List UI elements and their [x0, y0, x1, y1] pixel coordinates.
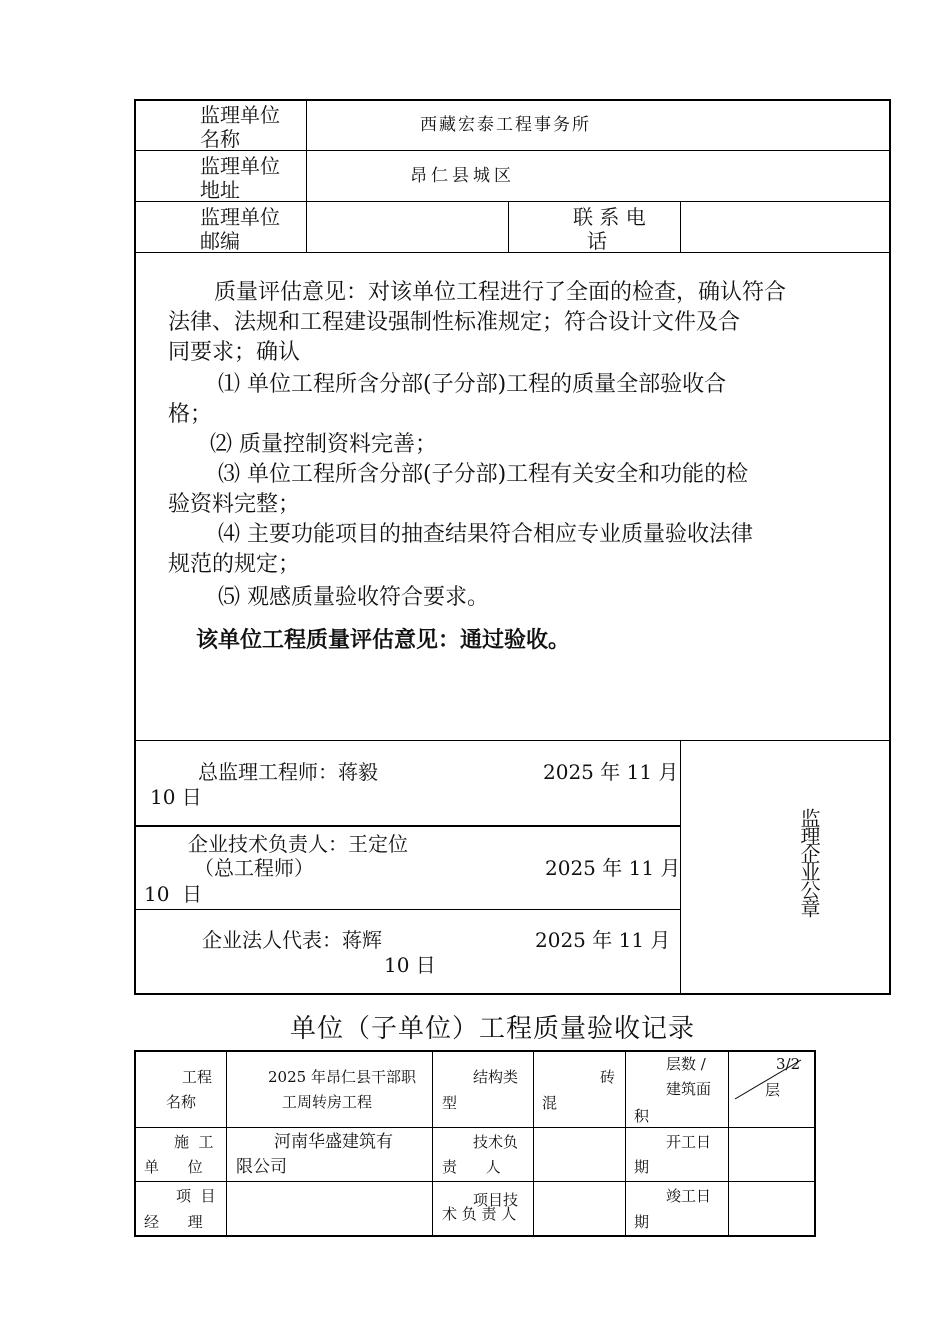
floors-unit: 层: [765, 1081, 781, 1099]
contractor-value-line1: 河南华盛建筑有: [274, 1132, 393, 1152]
table-border-left: [134, 99, 136, 995]
assessment-line: 法律、法规和工程建设强制性标准规定；符合设计文件及合: [168, 310, 741, 335]
completion-date-label-line1: 竣工日: [666, 1187, 712, 1205]
legal-rep-date-day: 10 日: [384, 953, 436, 977]
column-divider: [680, 201, 681, 253]
legal-rep-date: 2025 年 11 月: [535, 928, 671, 952]
unit-postcode-label-line2: 邮编: [200, 229, 240, 253]
assessment-line: ⑵ 质量控制资料完善；: [210, 432, 437, 457]
column-divider: [226, 1050, 227, 1237]
chief-engineer-date-day: 10 日: [150, 785, 202, 809]
row-divider: [134, 201, 891, 202]
phone-label-line2: 话: [587, 229, 607, 253]
chief-engineer-signature: 总监理工程师：蒋毅: [198, 760, 378, 784]
company-seal-label: 监理企业公章: [797, 808, 821, 916]
chief-engineer-date: 2025 年 11 月: [543, 760, 679, 784]
project-tech-label-line2: 术 负 责 人: [442, 1205, 517, 1223]
table-border-top: [134, 1050, 816, 1052]
row-divider: [134, 150, 891, 151]
start-date-label-line2: 期: [634, 1158, 650, 1176]
assessment-line: ⑶ 单位工程所含分部(子分部)工程有关安全和功能的检: [218, 462, 749, 487]
structure-type-label-line2: 型: [442, 1094, 458, 1112]
column-divider: [625, 1050, 626, 1237]
structure-type-value-line2: 混: [542, 1094, 558, 1112]
table-border-right: [889, 99, 891, 995]
floors-area-label-line1: 层数 /: [666, 1055, 706, 1073]
unit-name-value: 西藏宏泰工程事务所: [420, 115, 591, 135]
unit-name-label-line2: 名称: [200, 127, 240, 151]
column-divider: [306, 99, 307, 253]
tech-lead-date-day: 10 日: [144, 882, 203, 906]
tech-lead-label-line1: 技术负: [473, 1133, 519, 1151]
assessment-line: 格；: [168, 402, 213, 427]
structure-type-value-line1: 砖: [600, 1068, 616, 1086]
table-border-left: [134, 1050, 136, 1237]
contractor-value-line2: 限公司: [236, 1157, 287, 1177]
assessment-line: 同要求；确认: [168, 340, 301, 365]
assessment-line: ⑷ 主要功能项目的抽查结果符合相应专业质量验收法律: [218, 522, 753, 547]
project-name-label-line1: 工程: [182, 1068, 213, 1086]
contractor-label-line2: 单 位: [144, 1158, 203, 1176]
tech-lead-signature: 企业技术负责人：王定位: [188, 832, 408, 856]
unit-address-label-line2: 地址: [200, 178, 240, 202]
floors-value: 3/2: [776, 1055, 801, 1073]
row-divider: [134, 740, 891, 741]
tech-lead-date: 2025 年 11 月: [545, 856, 681, 880]
row-divider: [134, 252, 891, 253]
assessment-line: 规范的规定；: [168, 552, 301, 577]
tech-lead-label-line2: 责 人: [442, 1158, 501, 1176]
assessment-line: ⑸ 观感质量验收符合要求。: [218, 585, 489, 610]
assessment-line: ⑴ 单位工程所含分部(子分部)工程的质量全部验收合: [218, 372, 727, 397]
unit-postcode-label-line1: 监理单位: [200, 205, 280, 229]
floors-area-label-line2: 建筑面: [666, 1080, 712, 1098]
row-divider: [134, 825, 681, 827]
column-divider: [508, 201, 509, 253]
table-border-bottom: [134, 993, 891, 995]
completion-date-label-line2: 期: [634, 1213, 650, 1231]
row-divider: [134, 909, 681, 910]
table-border-top: [134, 99, 891, 101]
legal-rep-signature: 企业法人代表：蒋辉: [202, 928, 382, 952]
project-name-value-line2: 工周转房工程: [282, 1093, 373, 1111]
column-divider: [533, 1050, 534, 1237]
phone-label-line1: 联 系 电: [573, 205, 646, 229]
tech-lead-subtitle: （总工程师）: [194, 856, 314, 880]
assessment-line: 质量评估意见：对该单位工程进行了全面的检查，确认符合: [214, 280, 787, 305]
project-name-label-line2: 名称: [166, 1093, 197, 1111]
project-tech-label-line1: 项目技: [473, 1191, 519, 1209]
contractor-label-line1: 施 工: [174, 1133, 214, 1151]
unit-address-label-line1: 监理单位: [200, 154, 280, 178]
project-manager-label-line1: 项 目: [176, 1187, 216, 1205]
row-divider: [134, 1181, 816, 1182]
start-date-label-line1: 开工日: [666, 1133, 712, 1151]
structure-type-label-line1: 结构类: [473, 1068, 519, 1086]
record-title: 单位（子单位）工程质量验收记录: [290, 1014, 696, 1044]
assessment-conclusion: 该单位工程质量评估意见：通过验收。: [196, 627, 571, 653]
floors-area-label-line3: 积: [634, 1107, 650, 1125]
table-border-right: [814, 1050, 816, 1237]
unit-address-value: 昂仁县城区: [410, 166, 515, 186]
table-border-bottom: [134, 1235, 816, 1237]
unit-name-label-line1: 监理单位: [200, 103, 280, 127]
row-divider: [134, 1127, 816, 1128]
column-divider: [432, 1050, 433, 1237]
assessment-line: 验资料完整；: [168, 492, 301, 517]
project-manager-label-line2: 经 理: [144, 1213, 203, 1231]
project-name-value-line1: 2025 年昂仁县干部职: [268, 1068, 416, 1086]
